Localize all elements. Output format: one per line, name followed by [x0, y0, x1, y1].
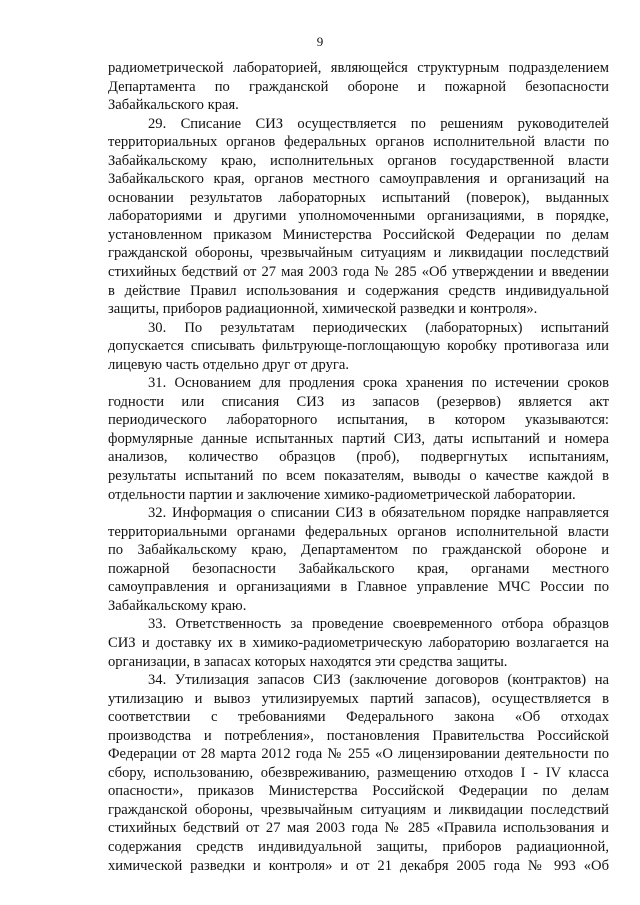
- text-line: химической разведки и контроля» и от 21 декабря 2005 года № 993 «Об: [108, 857, 609, 874]
- text-line: Забайкальскому краю, исполнительных органов государственной власти: [108, 152, 609, 169]
- text-line: отдельности партии и заключение химико-радиометрической лаборатории.: [108, 486, 576, 503]
- text-line: гражданской обороны, чрезвычайным ситуациям и ликвидации последствий: [108, 801, 609, 818]
- text-line: пожарной безопасности Забайкальского края, органами местного: [108, 560, 609, 577]
- paragraph-p-29: [108, 115, 609, 319]
- paragraph-p-32: [108, 504, 609, 615]
- text-line: 30. По результатам периодических (лабораторных) испытаний: [148, 319, 609, 336]
- text-line: результаты испытаний по всем показателям, выводы о качестве каждой в: [108, 468, 609, 485]
- text-line: содержания средств индивидуальной защиты, приборов радиационной,: [108, 838, 609, 855]
- document-body: [108, 59, 609, 875]
- paragraph-p-continued: [108, 59, 609, 115]
- text-line: гражданской обороны, чрезвычайным ситуациям и ликвидации последствий: [108, 245, 609, 262]
- text-line: 34. Утилизация запасов СИЗ (заключение договоров (контрактов) на: [148, 672, 609, 689]
- text-line: установленном приказом Министерства Российской Федерации по делам: [108, 226, 609, 243]
- text-line: анализов, количество образцов (проб), подвергнутых испытаниям,: [108, 449, 609, 466]
- text-line: 31. Основанием для продления срока хранения по истечении сроков: [148, 375, 609, 392]
- text-line: Забайкальскому краю.: [108, 597, 247, 614]
- text-line: радиометрической лабораторией, являющейся структурным подразделением: [108, 60, 609, 76]
- text-line: защиты, приборов радиационной, химической разведки и контроля».: [108, 301, 538, 318]
- text-line: Департамента по гражданской обороне и пожарной безопасности: [108, 78, 609, 95]
- text-line: стихийных бедствий от 27 мая 2003 года № 285 «Об утверждении и введении: [108, 264, 609, 281]
- text-line: организации, в запасах которых находятся эти средства защиты.: [108, 653, 508, 670]
- text-line: территориальными органами федеральных органов исполнительной власти: [108, 523, 609, 540]
- text-line: допускается списывать фильтрующе-поглощающую коробку противогаза или: [108, 338, 609, 355]
- paragraph-p-30: [108, 319, 609, 375]
- text-line: производства и потребления», постановления Правительства Российской: [108, 727, 609, 744]
- text-line: соответствии с требованиями Федерального закона «Об отходах: [108, 709, 609, 726]
- text-line: годности или списания СИЗ из запасов (резервов) является акт: [108, 393, 609, 410]
- text-line: 33. Ответственность за проведение своевременного отбора образцов: [148, 616, 609, 633]
- text-line: по Забайкальскому краю, Департаментом по гражданской обороне и: [108, 542, 609, 559]
- text-line: периодического лабораторного испытания, в котором указываются:: [108, 412, 609, 429]
- text-line: 32. Информация о списании СИЗ в обязательном порядке направляется: [148, 505, 609, 522]
- text-line: Федерации от 28 марта 2012 года № 255 «О лицензировании деятельности по: [108, 746, 609, 763]
- text-line: утилизацию и вывоз утилизируемых партий запасов), осуществляется в: [108, 690, 609, 707]
- paragraph-p-34: [108, 671, 609, 875]
- paragraph-p-31: [108, 374, 609, 504]
- text-line: лицевую часть отдельно друг от друга.: [108, 356, 350, 373]
- paragraph-p-33: [108, 615, 609, 671]
- text-line: территориальных органов федеральных органов исполнительной власти по: [108, 134, 609, 151]
- text-line: стихийных бедствий от 27 мая 2003 года № 285 «Правила использования и: [108, 820, 609, 837]
- text-line: Забайкальского края, органов местного самоуправления и организаций на: [108, 171, 609, 188]
- text-line: опасности», приказов Министерства Российской Федерации по делам: [108, 783, 609, 800]
- text-line: в действие Правил использования и содержания средств индивидуальной: [108, 282, 609, 299]
- text-line: СИЗ и доставку их в химико-радиометрическую лабораторию возлагается на: [108, 634, 609, 651]
- text-line: лабораториями и другими уполномоченными организациями, в порядке,: [108, 208, 609, 225]
- page-number: 9: [316, 34, 324, 49]
- text-line: сбору, использованию, обезвреживанию, размещению отходов I - IV класса: [108, 764, 609, 781]
- text-line: самоуправления и организациями в Главное управление МЧС России по: [108, 579, 609, 596]
- text-line: основании результатов лабораторных испытаний (поверок), выданных: [108, 189, 609, 206]
- text-line: Забайкальского края.: [108, 97, 239, 114]
- text-line: 29. Списание СИЗ осуществляется по решениям руководителей: [148, 115, 609, 132]
- text-line: формулярные данные испытанных партий СИЗ, даты испытаний и номера: [108, 430, 609, 447]
